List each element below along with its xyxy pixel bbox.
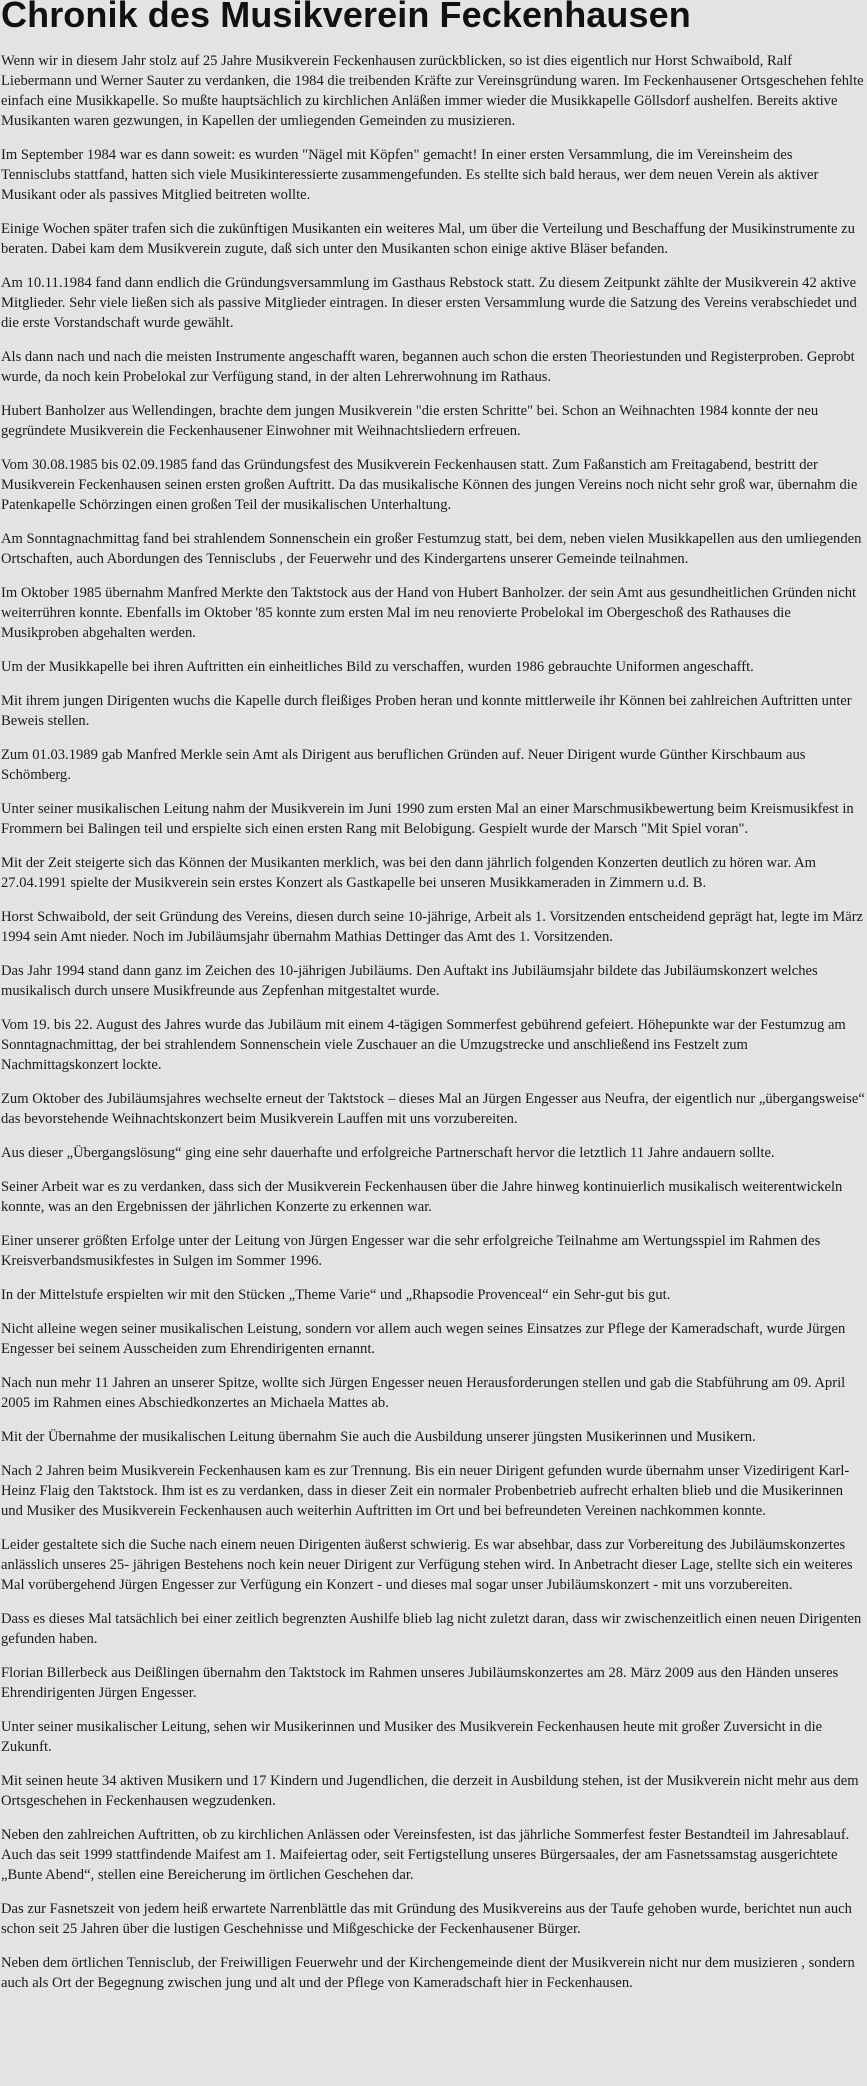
chronicle-paragraph: Um der Musikkapelle bei ihren Auftritten ein einheitliches Bild zu verschaffen, wurden 1986 gebrauchte Uniformen angeschafft. (1, 659, 754, 675)
chronicle-paragraph: Neben den zahlreichen Auftritten, ob zu kirchlichen Anlässen oder Vereinsfesten, ist das jährliche Sommerfest fester Bestandteil im Jahresablauf. Auch das seit 1999 stattfindende Maifest am 1. Maifeiertag oder, seit Fertigstellung unseres Bürgersaales, der am Fasnetssamstag ausgerichtete „Bunte Abend“, stellen eine Bereicherung im örtlichen Geschehen dar. (1, 1827, 850, 1883)
chronicle-paragraph: Nicht alleine wegen seiner musikalischen Leistung, sondern vor allem auch wegen seines Einsatzes zur Pflege der Kameradschaft, wurde Jürgen Engesser bei seinem Ausscheiden zum Ehrendirigenten ernannt. (1, 1321, 846, 1357)
chronicle-paragraph: Vom 19. bis 22. August des Jahres wurde das Jubiläum mit einem 4-tägigen Sommerfest gebührend gefeiert. Höhepunkte war der Festumzug am Sonntagnachmittag, der bei strahlendem Sonnenschein viele Zuschauer an die Umzugstrecke und anschließend ins Festzelt zum Nachmittagskonzert lockte. (1, 1017, 846, 1073)
chronicle-paragraph: Florian Billerbeck aus Deißlingen übernahm den Taktstock im Rahmen unseres Jubiläumskonzertes am 28. März 2009 aus den Händen unseres Ehrendirigenten Jürgen Engesser. (1, 1665, 839, 1701)
chronicle-paragraph: Dass es dieses Mal tatsächlich bei einer zeitlich begrenzten Aushilfe blieb lag nicht zuletzt daran, dass wir zwischenzeitlich einen neuen Dirigenten gefunden haben. (1, 1611, 862, 1647)
chronicle-paragraph: Vom 30.08.1985 bis 02.09.1985 fand das Gründungsfest des Musikverein Feckenhausen statt. Zum Faßanstich am Freitagabend, bestritt der Musikverein Feckenhausen seinen ersten großen Auftritt. Da das musikalische Können des jungen Vereins noch nicht sehr groß war, übernahm die Patenkapelle Schörzingen einen großen Teil der musikalischen Unterhaltung. (1, 457, 858, 513)
chronicle-paragraph: Horst Schwaibold, der seit Gründung des Vereins, diesen durch seine 10-jährige, Arbeit als 1. Vorsitzenden entscheidend geprägt hat, legte im März 1994 sein Amt nieder. Noch im Jubiläumsjahr übernahm Mathias Dettinger das Amt des 1. Vorsitzenden. (1, 909, 864, 945)
chronicle-paragraph: Neben dem örtlichen Tennisclub, der Freiwilligen Feuerwehr und der Kirchengemeinde dient der Musikverein nicht nur dem musizieren , sondern auch als Ort der Begegnung zwischen jung und alt und der Pflege von Kameradschaft hier in Feckenhausen. (1, 1955, 855, 1991)
chronicle-paragraph: Einige Wochen später trafen sich die zukünftigen Musikanten ein weiteres Mal, um über die Verteilung und Beschaffung der Musikinstrumente zu beraten. Dabei kam dem Musikverein zugute, daß sich unter den Musikanten schon einige aktive Bläser befanden. (1, 221, 855, 257)
chronicle-paragraph: Im Oktober 1985 übernahm Manfred Merkte den Taktstock aus der Hand von Hubert Banholzer. der sein Amt aus gesundheitlichen Gründen nicht weiterrühren konnte. Ebenfalls im Oktober '85 konnte zum ersten Mal im neu renovierte Probelokal im Obergeschoß des Rathauses die Musikproben abgehalten werden. (1, 585, 857, 641)
chronicle-paragraph: Mit seinen heute 34 aktiven Musikern und 17 Kindern und Jugendlichen, die derzeit in Ausbildung stehen, ist der Musikverein nicht mehr aus dem Ortsgeschehen in Feckenhausen wegzudenken. (1, 1773, 859, 1809)
chronicle-paragraph: Mit ihrem jungen Dirigenten wuchs die Kapelle durch fleißiges Proben heran und konnte mittlerweile ihr Können bei zahlreichen Auftritten unter Beweis stellen. (1, 693, 852, 729)
chronicle-paragraph: Leider gestaltete sich die Suche nach einem neuen Dirigenten äußerst schwierig. Es war absehbar, dass zur Vorbereitung des Jubiläumskonzertes anlässlich unseres 25- jährigen Bestehens noch kein neuer Dirigent zur Verfügung stehen wird. In Anbetracht dieser Lage, stellte sich ein weiteres Mal vorübergehend Jürgen Engesser zur Verfügung ein Konzert - und dieses mal sogar unser Jubiläumskonzert - mit uns vorzubereiten. (1, 1537, 853, 1593)
chronicle-paragraph: Unter seiner musikalischer Leitung, sehen wir Musikerinnen und Musiker des Musikverein Feckenhausen heute mit großer Zuversicht in die Zukunft. (1, 1719, 823, 1755)
chronicle-paragraph: Als dann nach und nach die meisten Instrumente angeschafft waren, begannen auch schon die ersten Theoriestunden und Registerproben. Geprobt wurde, da noch kein Probelokal zur Verfügung stand, in der alten Lehrerwohnung im Rathaus. (1, 349, 855, 385)
chronicle-paragraph: Seiner Arbeit war es zu verdanken, dass sich der Musikverein Feckenhausen über die Jahre hinweg kontinuierlich musikalisch weiterentwickeln konnte, was an den Ergebnissen der jährlichen Konzerte zu erkennen war. (1, 1179, 843, 1215)
chronicle-paragraph: Zum Oktober des Jubiläumsjahres wechselte erneut der Taktstock – dieses Mal an Jürgen Engesser aus Neufra, der eigentlich nur „übergangsweise“ das bevorstehende Weihnachtskonzert beim Musikverein Lauffen mit uns vorzubereiten. (1, 1091, 865, 1127)
page-title: Chronik des Musikverein Feckenhausen (1, 0, 691, 35)
chronicle-body (0, 51, 867, 1993)
chronicle-paragraph: Nach nun mehr 11 Jahren an unserer Spitze, wollte sich Jürgen Engesser neuen Herausforderungen stellen und gab die Stabführung am 09. April 2005 im Rahmen eines Abschiedkonzertes an Michaela Mattes ab. (1, 1375, 846, 1411)
chronicle-paragraph: Mit der Übernahme der musikalischen Leitung übernahm Sie auch die Ausbildung unserer jüngsten Musikerinnen und Musikern. (1, 1429, 756, 1445)
chronicle-paragraph: Mit der Zeit steigerte sich das Können der Musikanten merklich, was bei den dann jährlich folgenden Konzerten deutlich zu hören war. Am 27.04.1991 spielte der Musikverein sein erstes Konzert als Gastkapelle bei unseren Musikkameraden in Zimmern u.d. B. (1, 855, 816, 891)
chronicle-paragraph: Das zur Fasnetszeit von jedem heiß erwartete Narrenblättle das mit Gründung des Musikvereins aus der Taufe gehoben wurde, berichtet nun auch schon seit 25 Jahren über die lustigen Geschehnisse und Mißgeschicke der Feckenhausener Bürger. (1, 1901, 852, 1937)
chronicle-paragraph: In der Mittelstufe erspielten wir mit den Stücken „Theme Varie“ und „Rhapsodie Provenceal“ ein Sehr-gut bis gut. (1, 1287, 671, 1303)
chronicle-paragraph: Aus dieser „Übergangslösung“ ging eine sehr dauerhafte und erfolgreiche Partnerschaft hervor die letztlich 11 Jahre andauern sollte. (1, 1145, 775, 1161)
chronicle-paragraph: Einer unserer größten Erfolge unter der Leitung von Jürgen Engesser war die sehr erfolgreiche Teilnahme am Wertungsspiel im Rahmen des Kreisverbandsmusikfestes in Sulgen im Sommer 1996. (1, 1233, 821, 1269)
chronicle-paragraph: Das Jahr 1994 stand dann ganz im Zeichen des 10-jährigen Jubiläums. Den Auftakt ins Jubiläumsjahr bildete das Jubiläumskonzert welches musikalisch durch unsere Musikfreunde aus Zepfenhan mitgestaltet wurde. (1, 963, 818, 999)
chronicle-paragraph: Unter seiner musikalischen Leitung nahm der Musikverein im Juni 1990 zum ersten Mal an einer Marschmusikbewertung beim Kreismusikfest in Frommern bei Balingen teil und erspielte sich einen ersten Rang mit Belobigung. Gespielt wurde der Marsch "Mit Spiel voran". (1, 801, 854, 837)
chronicle-paragraph: Hubert Banholzer aus Wellendingen, brachte dem jungen Musikverein "die ersten Schritte" bei. Schon an Weihnachten 1984 konnte der neu gegründete Musikverein die Feckenhausener Einwohner mit Weihnachtsliedern erfreuen. (1, 403, 819, 439)
chronicle-paragraph: Am Sonntagnachmittag fand bei strahlendem Sonnenschein ein großer Festumzug statt, bei dem, neben vielen Musikkapellen aus den umliegenden Ortschaften, auch Abordungen des Tennisclubs , der Feuerwehr und des Kindergartens unserer Gemeinde teilnahmen. (1, 531, 862, 567)
chronicle-paragraph: Zum 01.03.1989 gab Manfred Merkle sein Amt als Dirigent aus beruflichen Gründen auf. Neuer Dirigent wurde Günther Kirschbaum aus Schömberg. (1, 747, 806, 783)
chronicle-paragraph: Nach 2 Jahren beim Musikverein Feckenhausen kam es zur Trennung. Bis ein neuer Dirigent gefunden wurde übernahm unser Vizedirigent Karl-Heinz Flaig den Taktstock. Ihm ist es zu verdanken, dass in dieser Zeit ein normaler Probenbetrieb aufrecht erhalten blieb und die Musikerinnen und Musiker des Musikverein Feckenhausen auch weiterhin Auftritten im Ort und bei befreundeten Vereinen nachkommen konnte. (1, 1463, 850, 1519)
chronicle-paragraph: Im September 1984 war es dann soweit: es wurden "Nägel mit Köpfen" gemacht! In einer ersten Versammlung, die im Vereinsheim des Tennisclubs stattfand, hatten sich viele Musikinteressierte zusammengefunden. Es stellte sich bald heraus, wer dem neuen Verein als aktiver Musikant oder als passives Mitglied beitreten wollte. (1, 147, 819, 203)
chronicle-paragraph: Wenn wir in diesem Jahr stolz auf 25 Jahre Musikverein Feckenhausen zurückblicken, so ist dies eigentlich nur Horst Schwaibold, Ralf Liebermann und Werner Sauter zu verdanken, die 1984 die treibenden Kräfte zur Vereinsgründung waren. Im Feckenhausener Ortsgeschehen fehlte einfach eine Musikkapelle. So mußte hauptsächlich zu kirchlichen Anläßen immer wieder die Musikkapelle Göllsdorf aushelfen. Bereits aktive Musikanten waren gezwungen, in Kapellen der umliegenden Gemeinden zu musizieren. (1, 53, 864, 129)
chronicle-paragraph: Am 10.11.1984 fand dann endlich die Gründungsversammlung im Gasthaus Rebstock statt. Zu diesem Zeitpunkt zählte der Musikverein 42 aktive Mitglieder. Sehr viele ließen sich als passive Mitglieder eintragen. In dieser ersten Versammlung wurde die Satzung des Vereins verabschiedet und die erste Vorstandschaft wurde gewählt. (1, 275, 857, 331)
